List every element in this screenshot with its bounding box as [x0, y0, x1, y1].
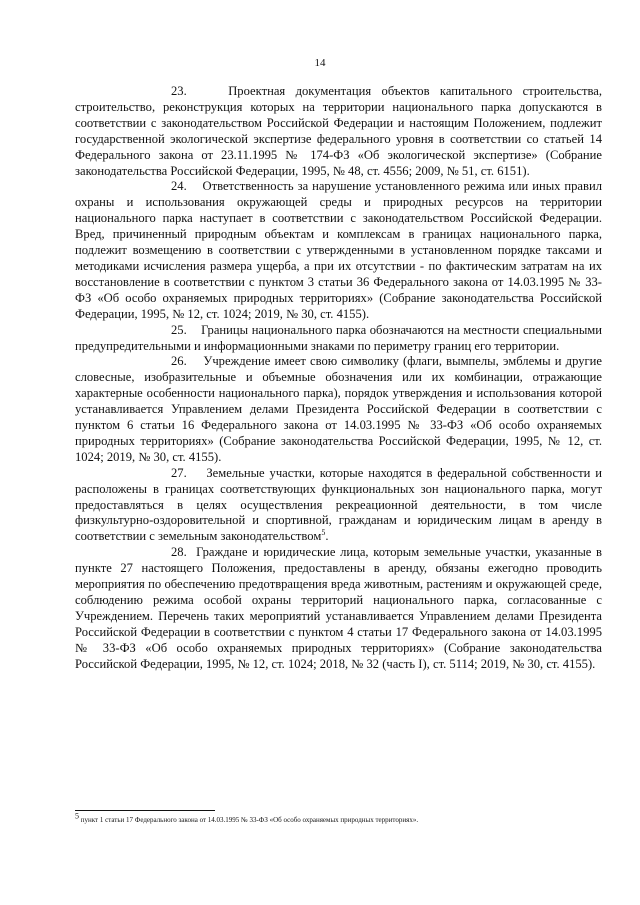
paragraph-text: Земельные участки, которые находятся в федеральной собственности и расположены в границах соответствующих функциональных зон национального парка, могут предоставляться в целях осуществления рекреационной деятельности, в том числе физкультурно-оздоровительной и спортивной, гражданам и юридическим лицам в аренду в соответствии с земельным законодательством — [75, 465, 603, 544]
paragraph-27 — [75, 466, 602, 546]
footnote-divider — [75, 810, 215, 811]
paragraph-text: Учреждение имеет свою символику (флаги, вымпелы, эмблемы и другие словесные, изобразительные и объемные обозначения или их комбинации, отражающие характерные особенности национального парка), порядок утверждения и использования которой устанавливается Управлением делами Президента Российской Федерации в соответствии с пунктом 6 статьи 16 Федерального закона от 14.03.1995 № 33-ФЗ «Об особо охраняемых природных территориях» (Собрание законодательства Российской Федерации, 1995, № 12, ст. 1024; 2019, № 30, ст. 4155). — [75, 354, 603, 464]
paragraph-number: 23. — [171, 84, 187, 98]
paragraph-number: 28. — [171, 545, 187, 560]
paragraph-26 — [75, 354, 602, 465]
footnote-mark: 5 — [75, 811, 79, 821]
paragraph-text: Проектная документация объектов капитального строительства, строительство, реконструкция которых на территории национального парка допускаются в соответствии с законодательством Российской Федерации и настоящим Положением, подлежит государственной экологической экспертизе федерального уровня в соответствии со статьей 14 Федерального закона от 23.11.1995 № 174-ФЗ «Об экологической экспертизе» (Собрание законодательства Российской Федерации, 1995, № 48, ст. 4556; 2009, № 51, ст. 6151). — [75, 84, 602, 178]
paragraph-24 — [75, 179, 602, 322]
page-number: 14 — [314, 57, 326, 69]
paragraph-25 — [75, 323, 602, 355]
paragraph-number: 25. — [171, 322, 187, 337]
footnote-text: пункт 1 статьи 17 Федерального закона от 14.03.1995 № 33-ФЗ «Об особо охраняемых природных территориях». — [79, 816, 419, 824]
paragraph-text: Границы национального парка обозначаются на местности специальными предупредительными и информационными знаками по периметру границ его территории. — [75, 322, 603, 353]
paragraph-number: 26. — [171, 354, 187, 369]
footnote — [75, 811, 605, 825]
paragraph-number: 27. — [171, 465, 187, 480]
footnote-reference[interactable]: 5 — [321, 528, 326, 538]
paragraph-tail: . — [325, 529, 329, 544]
paragraph-number: 24. — [171, 179, 187, 194]
paragraph-28 — [75, 545, 602, 672]
paragraph-text: Ответственность за нарушение установленного режима или иных правил охраны и использования окружающей среды и природных ресурсов на территории национального парка наступает в соответствии с законодательством Российской Федерации. Вред, причиненный природным объектам и комплексам в границах национального парка, подлежит возмещению в соответствии с утвержденными в установленном порядке таксами и методиками исчисления размера ущерба, а при их отсутствии - по фактическим затратам на их восстановление в соответствии с пунктом 3 статьи 36 Федерального закона от 14.03.1995 № 33-ФЗ «Об особо охраняемых природных территориях» (Собрание законодательства Российской Федерации, 1995, № 12, ст. 1024; 2019, № 30, ст. 4155). — [75, 179, 602, 321]
paragraph-23 — [75, 84, 602, 179]
document-body — [75, 84, 602, 673]
paragraph-text: Граждане и юридические лица, которым земельные участки, указанные в пункте 27 настоящего Положения, предоставлены в аренду, обязаны ежегодно проводить мероприятия по обеспечению предотвращения вреда животным, растениям и окружающей среде, соблюдению режима особой охраны территорий национального парка, согласованные с Учреждением. Перечень таких мероприятий устанавливается Управлением делами Президента Российской Федерации в соответствии с пунктом 4 статьи 17 Федерального закона от 14.03.1995 № 33-ФЗ «Об особо охраняемых природных территориях» (Собрание законодательства Российской Федерации, 1995, № 12, ст. 1024; 2018, № 32 (часть I), ст. 5114; 2019, № 30, ст. 4155). — [75, 545, 602, 671]
